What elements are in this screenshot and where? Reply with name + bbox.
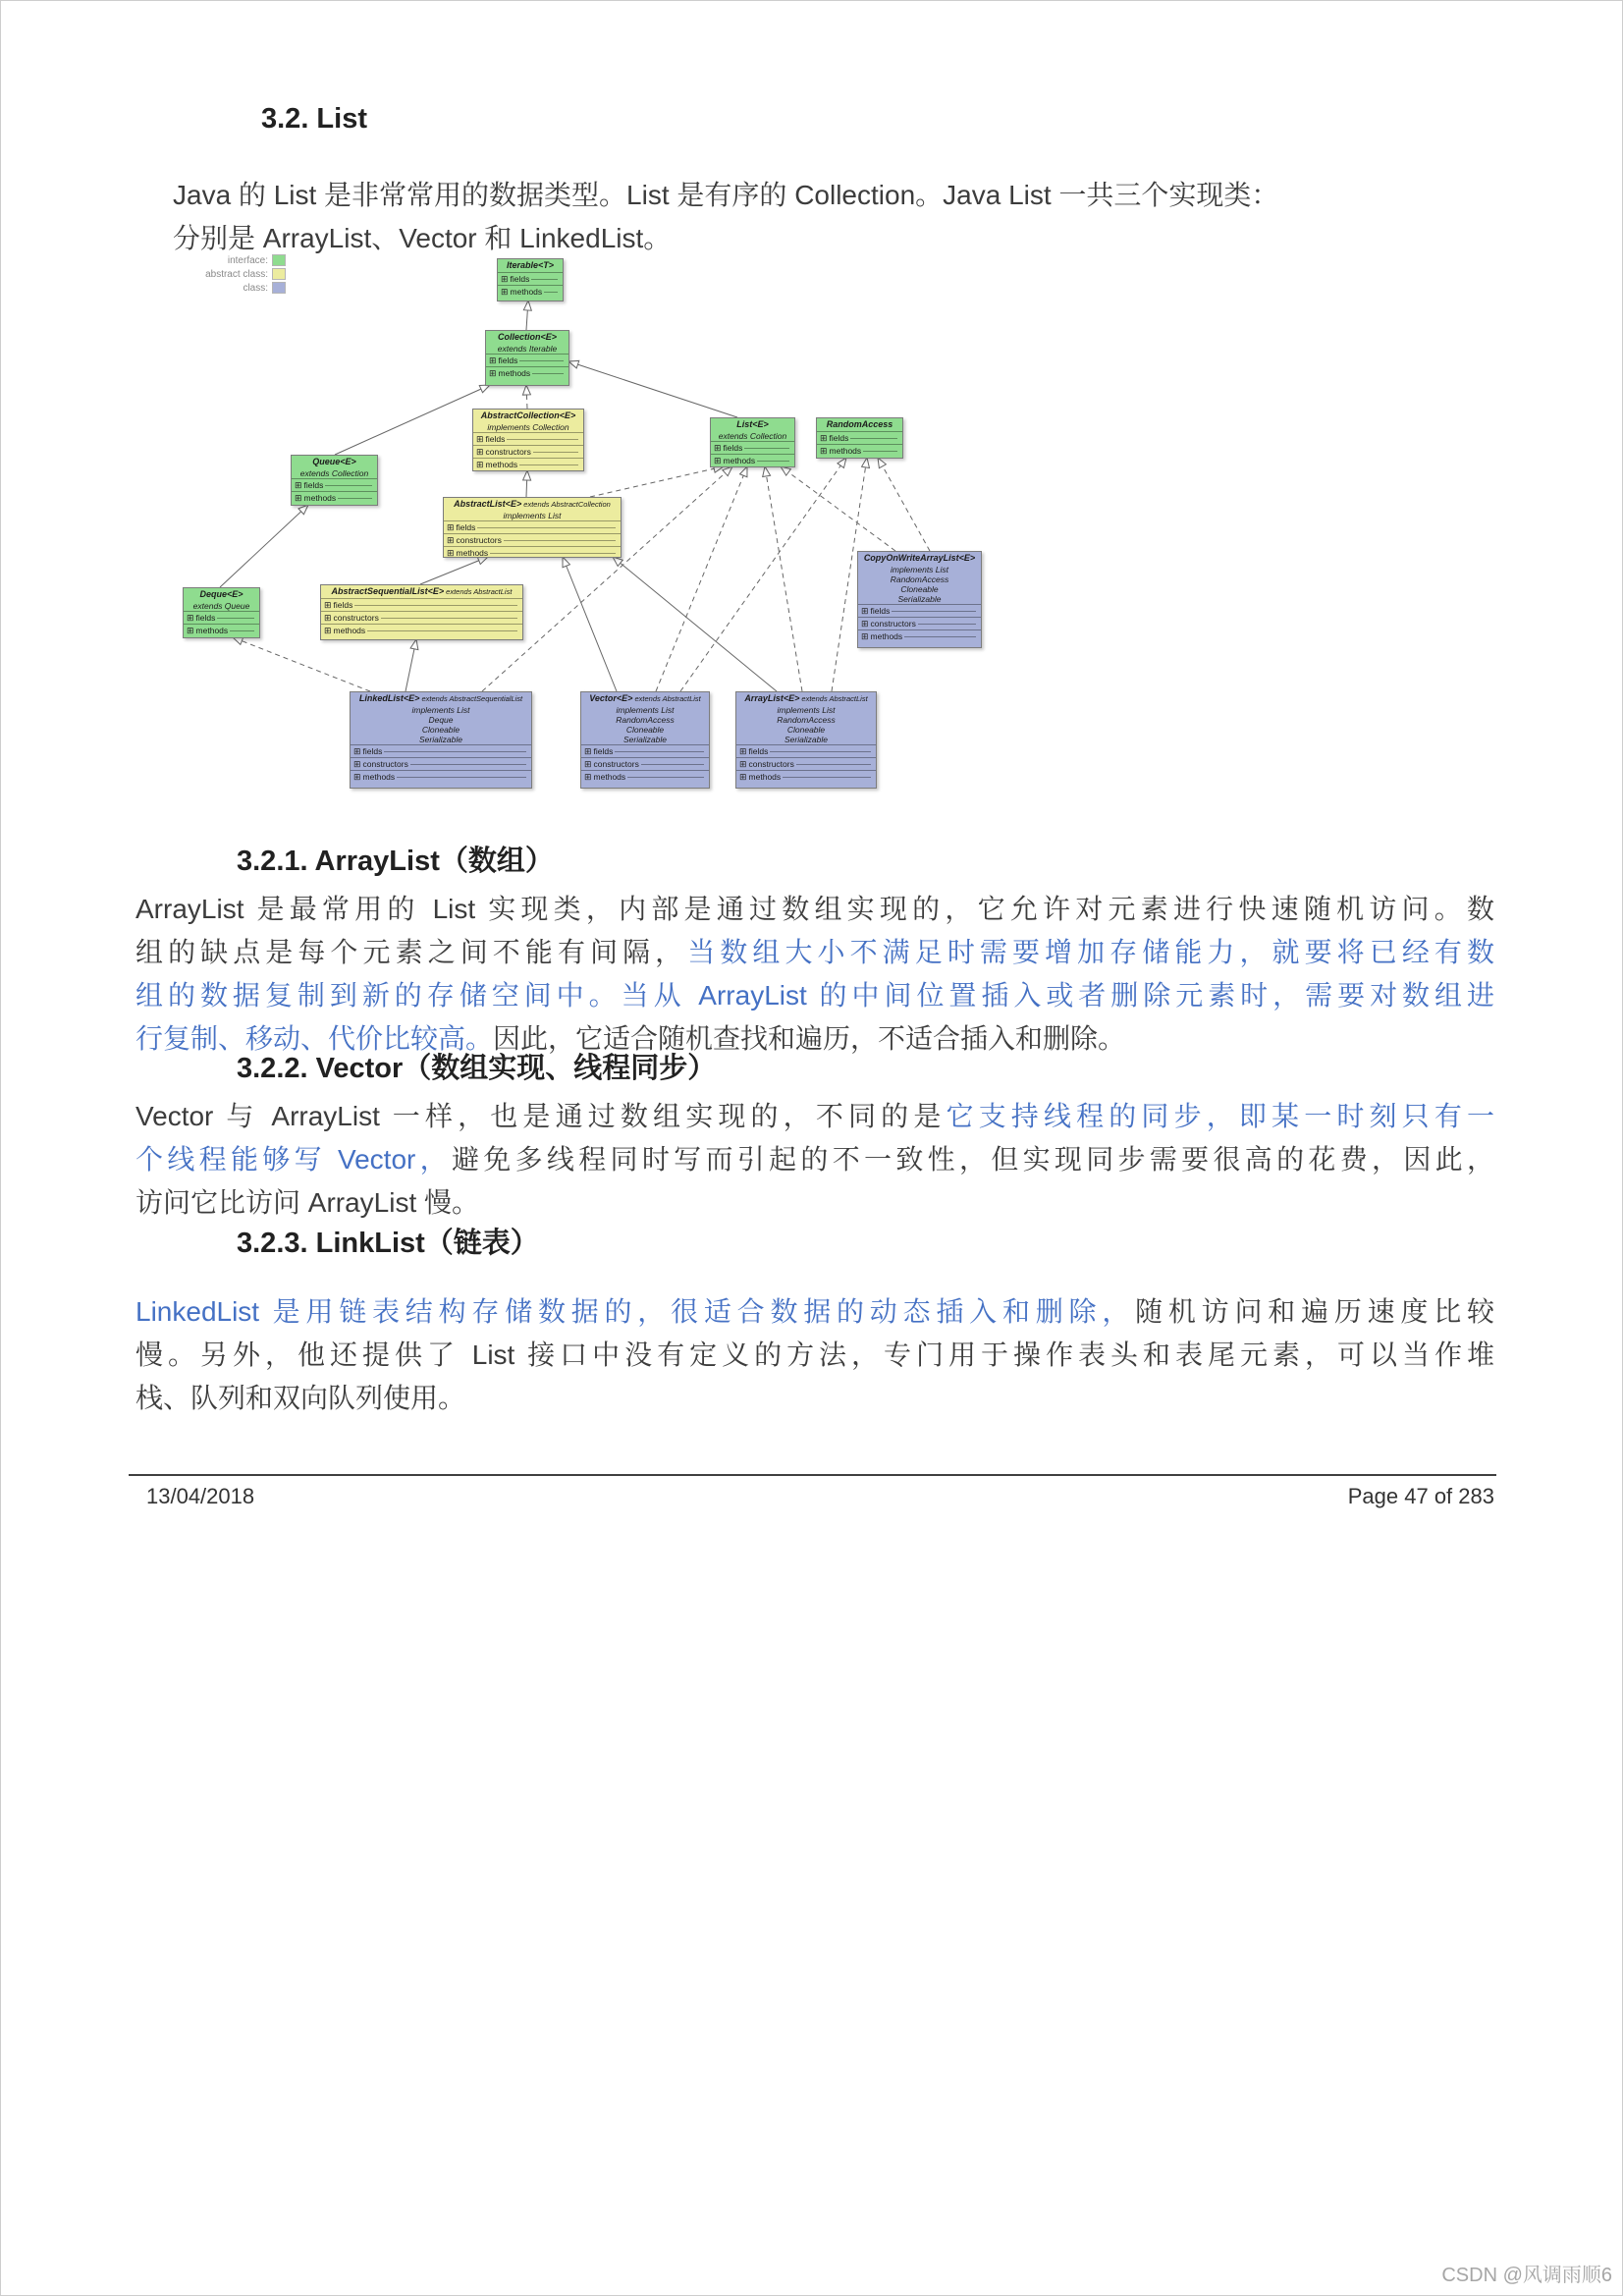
uml-node-title: AbstractList<E> extends AbstractCollection bbox=[454, 499, 611, 509]
expand-icon[interactable]: ⊞ bbox=[476, 434, 484, 444]
uml-section-label: constructors bbox=[485, 447, 531, 457]
expand-icon[interactable]: ⊞ bbox=[295, 493, 302, 503]
expand-icon[interactable]: ⊞ bbox=[447, 548, 455, 558]
expand-icon[interactable]: ⊞ bbox=[353, 772, 361, 782]
uml-section-label: fields bbox=[510, 274, 530, 284]
uml-node-abstract-list bbox=[443, 497, 622, 558]
uml-node-deque bbox=[183, 587, 260, 638]
uml-node-subtitle: Cloneable bbox=[786, 725, 826, 735]
uml-node-subtitle: RandomAccess bbox=[616, 715, 675, 725]
uml-section-label: fields bbox=[498, 355, 518, 365]
separator-line bbox=[490, 553, 616, 554]
linkedlist-paragraph bbox=[135, 1290, 1494, 1420]
uml-edge-solid bbox=[613, 557, 777, 691]
uml-section-label: constructors bbox=[593, 759, 639, 769]
heading-list: 3.2. List bbox=[261, 103, 367, 135]
uml-node-iterable bbox=[497, 258, 564, 301]
expand-icon[interactable]: ⊞ bbox=[584, 772, 592, 782]
uml-node-subtitle: Cloneable bbox=[625, 725, 665, 735]
uml-node-subtitle: extends Collection bbox=[299, 468, 369, 478]
text-run: 栈、队列和双向队列使用。 bbox=[135, 1383, 466, 1413]
text-run: 访问它比访问 ArrayList 慢。 bbox=[135, 1187, 480, 1218]
separator-line bbox=[783, 777, 871, 778]
expand-icon[interactable]: ⊞ bbox=[324, 600, 332, 610]
uml-node-title: Iterable<T> bbox=[506, 260, 555, 270]
uml-node-abstract-sequential-list bbox=[320, 584, 523, 640]
footer-date: 13/04/2018 bbox=[146, 1484, 255, 1508]
text-line bbox=[135, 1095, 1494, 1138]
watermark: CSDN @风调雨顺6 bbox=[1441, 2265, 1612, 2286]
uml-section-fields bbox=[351, 744, 531, 757]
legend-row-class bbox=[195, 281, 286, 295]
uml-section-label: fields bbox=[723, 443, 743, 453]
uml-node-title: AbstractCollection<E> bbox=[480, 410, 576, 420]
expand-icon[interactable]: ⊞ bbox=[714, 443, 722, 453]
separator-line bbox=[338, 498, 372, 499]
text-run: ArrayList 是最常用的 List 实现类，内部是通过数组实现的，它允许对元素进行快速随机访问。数 bbox=[135, 894, 1494, 924]
uml-node-title: List<E> bbox=[736, 419, 769, 429]
text-line bbox=[135, 888, 1494, 931]
separator-line bbox=[904, 636, 976, 637]
uml-node-subtitle: Serializable bbox=[419, 735, 462, 744]
uml-section-label: methods bbox=[333, 626, 366, 635]
legend-label: abstract class: bbox=[205, 268, 268, 280]
uml-section-label: methods bbox=[362, 772, 396, 782]
uml-edge-solid bbox=[406, 639, 416, 691]
uml-node-random-access bbox=[816, 417, 903, 459]
text-run: 分别是 ArrayList、Vector 和 LinkedList。 bbox=[173, 223, 672, 253]
uml-edge-solid bbox=[526, 301, 528, 330]
expand-icon[interactable]: ⊞ bbox=[584, 759, 592, 769]
expand-icon[interactable]: ⊞ bbox=[476, 460, 484, 469]
uml-section-label: fields bbox=[485, 434, 506, 444]
text-line bbox=[173, 174, 1490, 217]
expand-icon[interactable]: ⊞ bbox=[353, 759, 361, 769]
uml-section-constructors bbox=[351, 757, 531, 770]
text-line bbox=[135, 1377, 1494, 1420]
expand-icon[interactable]: ⊞ bbox=[295, 480, 302, 490]
uml-section-label: methods bbox=[510, 287, 543, 297]
uml-section-methods bbox=[292, 491, 377, 504]
uml-section-fields bbox=[444, 520, 621, 533]
uml-node-subtitle: extends Iterable bbox=[497, 344, 558, 354]
separator-line bbox=[544, 292, 558, 293]
separator-line bbox=[230, 630, 254, 631]
uml-node-title: AbstractSequentialList<E> extends AbstractList bbox=[331, 586, 513, 596]
separator-line bbox=[744, 448, 789, 449]
expand-icon[interactable]: ⊞ bbox=[447, 535, 455, 545]
uml-edge-dashed bbox=[656, 466, 747, 691]
expand-icon[interactable]: ⊞ bbox=[584, 746, 592, 756]
uml-section-label: methods bbox=[303, 493, 337, 503]
uml-node-subtitle: implements List bbox=[616, 705, 675, 715]
uml-node-subtitle: RandomAccess bbox=[890, 574, 949, 584]
uml-node-subtitle: Deque bbox=[428, 715, 454, 725]
uml-node-subtitle: implements List bbox=[411, 705, 470, 715]
uml-edge-dashed bbox=[781, 466, 895, 551]
text-line bbox=[135, 1290, 1494, 1334]
uml-section-methods bbox=[581, 770, 709, 783]
separator-line bbox=[770, 751, 871, 752]
uml-edge-solid bbox=[568, 361, 737, 417]
uml-edge-dashed bbox=[590, 466, 724, 497]
uml-edge-dashed bbox=[526, 385, 527, 409]
separator-line bbox=[507, 439, 578, 440]
text-line bbox=[135, 931, 1494, 974]
uml-edge-dashed bbox=[878, 458, 930, 551]
legend-label: interface: bbox=[227, 254, 268, 266]
uml-node-subtitle: extends Queue bbox=[192, 601, 250, 611]
separator-line bbox=[863, 451, 897, 452]
uml-section-label: fields bbox=[456, 522, 476, 532]
expand-icon[interactable]: ⊞ bbox=[476, 447, 484, 457]
uml-node-linked-list bbox=[350, 691, 532, 789]
uml-node-subtitle: implements List bbox=[890, 565, 949, 574]
text-run: 组的缺点是每个元素之间不能有间隔， bbox=[135, 937, 688, 967]
uml-node-array-list bbox=[735, 691, 877, 789]
uml-section-label: fields bbox=[333, 600, 353, 610]
expand-icon[interactable]: ⊞ bbox=[820, 433, 828, 443]
expand-icon[interactable]: ⊞ bbox=[447, 522, 455, 532]
separator-line bbox=[641, 764, 704, 765]
uml-section-fields bbox=[292, 478, 377, 491]
uml-node-title: LinkedList<E> extends AbstractSequentialList bbox=[358, 693, 523, 703]
uml-section-fields bbox=[486, 354, 568, 366]
uml-section-methods bbox=[184, 624, 259, 636]
separator-line bbox=[531, 279, 558, 280]
uml-section-label: constructors bbox=[456, 535, 502, 545]
uml-section-label: fields bbox=[748, 746, 769, 756]
separator-line bbox=[627, 777, 704, 778]
text-run: Vector 与 ArrayList 一样，也是通过数组实现的，不同的是 bbox=[135, 1101, 947, 1131]
separator-line bbox=[384, 751, 526, 752]
highlighted-text-run: LinkedList 是用链表结构存储数据的，很适合数据的动态插入和删除， bbox=[135, 1296, 1136, 1327]
uml-section-label: fields bbox=[829, 433, 849, 443]
separator-line bbox=[477, 527, 616, 528]
expand-icon[interactable]: ⊞ bbox=[353, 746, 361, 756]
heading-arraylist: 3.2.1. ArrayList（数组） bbox=[237, 846, 554, 877]
uml-section-constructors bbox=[736, 757, 876, 770]
uml-section-methods bbox=[444, 546, 621, 558]
uml-section-label: fields bbox=[362, 746, 383, 756]
uml-section-constructors bbox=[444, 533, 621, 546]
legend-row-abstract bbox=[195, 267, 286, 281]
expand-icon[interactable]: ⊞ bbox=[501, 287, 509, 297]
uml-section-methods bbox=[498, 285, 563, 298]
expand-icon[interactable]: ⊞ bbox=[714, 456, 722, 465]
uml-section-methods bbox=[817, 444, 902, 457]
legend-swatch-class bbox=[272, 282, 286, 294]
expand-icon[interactable]: ⊞ bbox=[501, 274, 509, 284]
uml-node-subtitle: Cloneable bbox=[900, 584, 939, 594]
uml-section-constructors bbox=[473, 445, 583, 458]
uml-section-label: methods bbox=[593, 772, 626, 782]
uml-node-title: Vector<E> extends AbstractList bbox=[589, 693, 701, 703]
separator-line bbox=[217, 618, 254, 619]
uml-edge-dashed bbox=[765, 466, 802, 691]
uml-section-label: fields bbox=[870, 606, 891, 616]
expand-icon[interactable]: ⊞ bbox=[489, 368, 497, 378]
uml-section-methods bbox=[736, 770, 876, 783]
uml-node-subtitle: implements List bbox=[503, 511, 562, 520]
uml-class-diagram bbox=[178, 251, 1002, 796]
uml-section-fields bbox=[736, 744, 876, 757]
text-run: 因此，它适合随机查找和遍历，不适合插入和删除。 bbox=[493, 1023, 1126, 1054]
expand-icon[interactable]: ⊞ bbox=[187, 626, 194, 635]
uml-node-subtitle: Cloneable bbox=[421, 725, 460, 735]
uml-node-subtitle: extends Collection bbox=[718, 431, 787, 441]
expand-icon[interactable]: ⊞ bbox=[820, 446, 828, 456]
expand-icon[interactable]: ⊞ bbox=[739, 772, 747, 782]
uml-node-title: Deque<E> bbox=[199, 589, 243, 599]
uml-edge-dashed bbox=[680, 458, 846, 691]
uml-node-title: ArrayList<E> extends AbstractList bbox=[744, 693, 868, 703]
uml-section-label: methods bbox=[485, 460, 518, 469]
uml-section-constructors bbox=[321, 611, 522, 624]
uml-section-label: methods bbox=[748, 772, 782, 782]
uml-section-constructors bbox=[858, 617, 981, 629]
legend-swatch-interface bbox=[272, 254, 286, 266]
uml-node-list bbox=[710, 417, 795, 467]
uml-section-label: constructors bbox=[362, 759, 408, 769]
uml-node-subtitle: Serializable bbox=[623, 735, 667, 744]
uml-section-methods bbox=[473, 458, 583, 470]
highlighted-text-run: 组的数据复制到新的存储空间中。当从 ArrayList 的中间位置插入或者删除元素时，需要对数组进 bbox=[135, 980, 1494, 1011]
separator-line bbox=[615, 751, 704, 752]
uml-section-fields bbox=[858, 604, 981, 617]
page-footer bbox=[129, 1474, 1496, 1509]
uml-edge-solid bbox=[526, 470, 527, 497]
separator-line bbox=[325, 485, 372, 486]
heading-vector: 3.2.2. Vector（数组实现、线程同步） bbox=[237, 1053, 717, 1084]
separator-line bbox=[892, 611, 976, 612]
separator-line bbox=[381, 618, 517, 619]
heading-linklist: 3.2.3. LinkList（链表） bbox=[237, 1228, 539, 1259]
expand-icon[interactable]: ⊞ bbox=[324, 626, 332, 635]
separator-line bbox=[533, 452, 578, 453]
uml-section-label: fields bbox=[593, 746, 614, 756]
uml-section-label: fields bbox=[195, 613, 216, 623]
expand-icon[interactable]: ⊞ bbox=[861, 619, 869, 629]
uml-node-subtitle: implements Collection bbox=[487, 422, 569, 432]
text-run: 避免多线程同时写而引起的不一致性，但实现同步需要很高的花费，因此， bbox=[451, 1144, 1494, 1175]
uml-node-title: Collection<E> bbox=[497, 332, 558, 342]
diagram-legend bbox=[195, 253, 286, 295]
highlighted-text-run: 它支持线程的同步，即某一时刻只有一 bbox=[946, 1101, 1494, 1131]
text-line bbox=[135, 1334, 1494, 1377]
expand-icon[interactable]: ⊞ bbox=[739, 746, 747, 756]
uml-edge-solid bbox=[420, 557, 488, 584]
separator-line bbox=[519, 360, 564, 361]
uml-node-title: RandomAccess bbox=[826, 419, 893, 429]
expand-icon[interactable]: ⊞ bbox=[739, 759, 747, 769]
separator-line bbox=[410, 764, 526, 765]
highlighted-text-run: 当数组大小不满足时需要增加存储能力，就要将已经有数 bbox=[687, 937, 1494, 967]
uml-section-fields bbox=[184, 611, 259, 624]
uml-edge-solid bbox=[335, 385, 490, 455]
legend-row-interface bbox=[195, 253, 286, 267]
expand-icon[interactable]: ⊞ bbox=[324, 613, 332, 623]
expand-icon[interactable]: ⊞ bbox=[861, 631, 869, 641]
uml-section-label: methods bbox=[195, 626, 229, 635]
uml-section-methods bbox=[486, 366, 568, 379]
uml-section-label: constructors bbox=[748, 759, 794, 769]
highlighted-text-run: 个线程能够写 Vector， bbox=[135, 1144, 452, 1175]
uml-edge-dashed bbox=[233, 637, 370, 691]
uml-section-label: methods bbox=[498, 368, 531, 378]
uml-section-methods bbox=[351, 770, 531, 783]
uml-section-fields bbox=[711, 441, 794, 454]
text-line bbox=[135, 1138, 1494, 1181]
uml-edge-solid bbox=[220, 505, 308, 587]
uml-section-label: constructors bbox=[333, 613, 379, 623]
uml-node-title: CopyOnWriteArrayList<E> bbox=[863, 553, 976, 563]
uml-node-copy-on-write-array-list bbox=[857, 551, 982, 648]
uml-node-subtitle: RandomAccess bbox=[777, 715, 836, 725]
separator-line bbox=[918, 624, 976, 625]
expand-icon[interactable]: ⊞ bbox=[187, 613, 194, 623]
uml-node-title: Queue<E> bbox=[312, 457, 356, 466]
uml-section-fields bbox=[498, 272, 563, 285]
text-run: 慢。另外，他还提供了 List 接口中没有定义的方法，专门用于操作表头和表尾元素，可以当作堆 bbox=[135, 1339, 1494, 1370]
uml-node-subtitle: implements List bbox=[777, 705, 836, 715]
intro-paragraph bbox=[173, 174, 1490, 260]
separator-line bbox=[532, 373, 564, 374]
uml-section-methods bbox=[321, 624, 522, 636]
uml-node-subtitle: Serializable bbox=[897, 594, 942, 604]
uml-section-label: methods bbox=[870, 631, 903, 641]
arraylist-paragraph bbox=[135, 888, 1494, 1061]
highlighted-text-run: 行复制、移动、代价比较高。 bbox=[135, 1023, 494, 1054]
text-line bbox=[135, 1181, 1494, 1225]
expand-icon[interactable]: ⊞ bbox=[861, 606, 869, 616]
uml-section-fields bbox=[581, 744, 709, 757]
separator-line bbox=[397, 777, 526, 778]
uml-section-fields bbox=[817, 431, 902, 444]
uml-section-label: fields bbox=[303, 480, 324, 490]
uml-node-abstract-collection bbox=[472, 409, 584, 471]
uml-edge-solid bbox=[563, 557, 617, 691]
uml-section-label: constructors bbox=[870, 619, 916, 629]
vector-paragraph bbox=[135, 1095, 1494, 1225]
uml-section-label: methods bbox=[723, 456, 756, 465]
footer-page-number: Page 47 of 283 bbox=[1347, 1484, 1494, 1508]
uml-section-fields bbox=[321, 598, 522, 611]
separator-line bbox=[757, 461, 789, 462]
uml-section-label: methods bbox=[829, 446, 862, 456]
separator-line bbox=[354, 605, 517, 606]
legend-label: class: bbox=[243, 282, 268, 294]
uml-section-methods bbox=[711, 454, 794, 466]
separator-line bbox=[796, 764, 871, 765]
expand-icon[interactable]: ⊞ bbox=[489, 355, 497, 365]
text-run: 随机访问和遍历速度比较 bbox=[1135, 1296, 1494, 1327]
uml-node-subtitle: Serializable bbox=[784, 735, 828, 744]
legend-swatch-abstract bbox=[272, 268, 286, 280]
separator-line bbox=[367, 630, 517, 631]
text-run: Java 的 List 是非常常用的数据类型。List 是有序的 Collection。Java List 一共三个实现类： bbox=[173, 180, 1279, 210]
uml-section-methods bbox=[858, 629, 981, 642]
separator-line bbox=[504, 540, 616, 541]
uml-section-label: methods bbox=[456, 548, 489, 558]
separator-line bbox=[850, 438, 897, 439]
uml-node-queue bbox=[291, 455, 378, 506]
uml-section-constructors bbox=[581, 757, 709, 770]
uml-section-fields bbox=[473, 432, 583, 445]
uml-node-vector bbox=[580, 691, 710, 789]
uml-node-collection bbox=[485, 330, 569, 386]
text-line bbox=[135, 974, 1494, 1017]
